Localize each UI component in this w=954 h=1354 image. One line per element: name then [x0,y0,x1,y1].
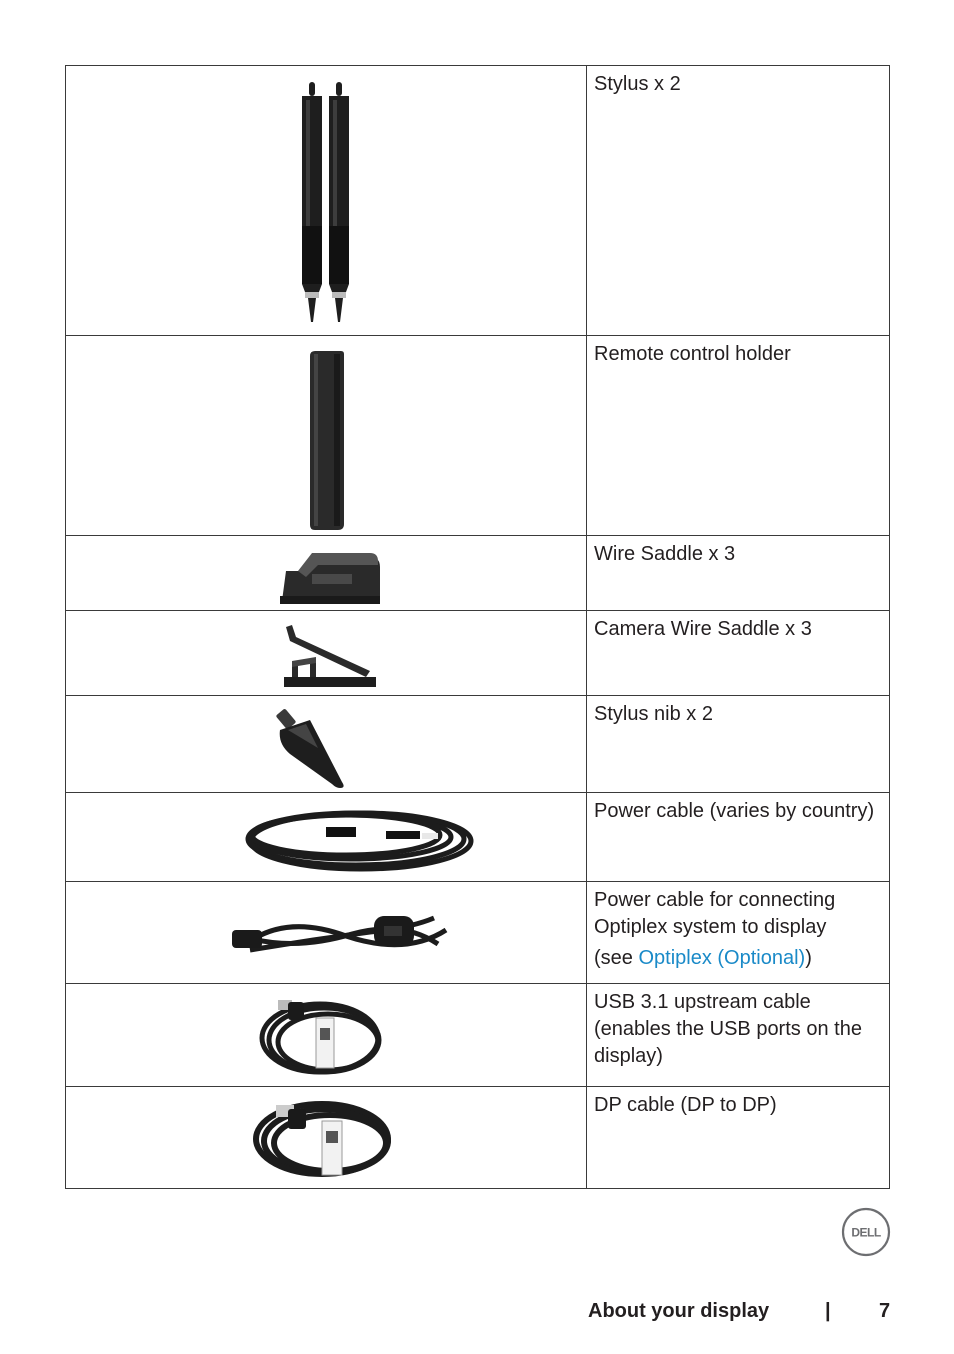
image-cell [66,696,587,793]
remote-control-holder-image [66,336,586,536]
dp-cable-image [66,1087,586,1189]
item-label: Power cable for connecting Optiplex system to display [594,889,836,938]
description-cell [587,984,890,1087]
usb-cable-image [66,984,586,1087]
image-cell [66,536,587,611]
table-row [66,611,890,696]
table-row [66,696,890,793]
description-cell [587,1087,890,1189]
logo-text: DELL [851,1225,881,1240]
table-row [66,536,890,611]
image-cell [66,336,587,536]
description-cell [587,793,890,882]
image-cell [66,984,587,1087]
wire-saddle-image [66,536,586,611]
table-row [66,793,890,882]
note-prefix: (see [594,947,639,969]
description-cell [587,536,890,611]
footer-section-title: About your display [588,1300,770,1322]
image-cell [66,66,587,336]
table-row [66,984,890,1087]
item-label: Camera Wire Saddle x 3 [594,618,812,640]
item-label: Power cable (varies by country) [594,800,875,822]
footer-separator: | [825,1300,831,1322]
optiplex-link[interactable]: Optiplex (Optional) [638,947,806,969]
page-number: 7 [879,1300,891,1322]
description-cell [587,336,890,536]
image-cell [66,1087,587,1189]
dell-logo-icon [841,1207,891,1257]
image-cell [66,793,587,882]
item-note [587,941,889,972]
image-cell [66,611,587,696]
optiplex-power-cable-image [66,882,586,984]
power-cable-image [66,793,586,882]
item-label: USB 3.1 upstream cable (enables the USB ports on the display) [594,991,862,1067]
item-label: Stylus nib x 2 [594,703,713,725]
table-row [66,1087,890,1189]
item-label: DP cable (DP to DP) [594,1094,777,1116]
table-row [66,66,890,336]
stylus-nib-image [66,696,586,793]
image-cell [66,882,587,984]
item-label: Stylus x 2 [594,73,681,95]
item-label: Remote control holder [594,343,791,365]
camera-wire-saddle-image [66,611,586,696]
description-cell [587,882,890,984]
item-label: Wire Saddle x 3 [594,543,736,565]
table-row [66,882,890,984]
note-suffix: ) [805,947,812,969]
table-row [66,336,890,536]
description-cell [587,696,890,793]
page-footer [588,1300,891,1323]
stylus-pair-image [66,66,586,336]
description-cell [587,66,890,336]
description-cell [587,611,890,696]
accessories-table [65,65,890,1189]
